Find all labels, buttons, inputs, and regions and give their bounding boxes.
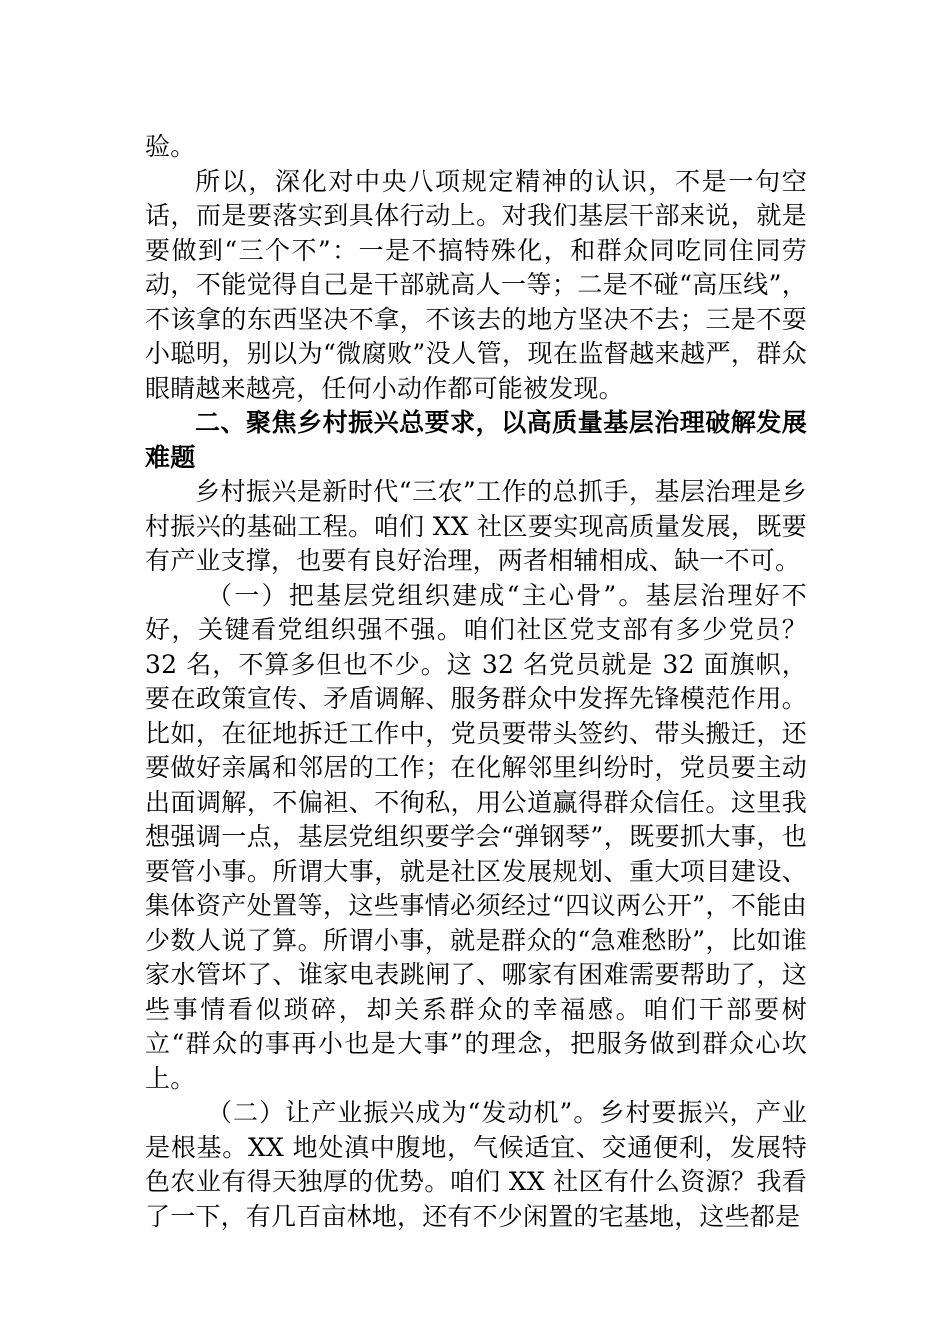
paragraph-industry-revitalization: （二）让产业振兴成为“发动机”。乡村要振兴，产业是根基。XX 地处滇中腹地，气候适宜、交通便利，发展特色农业有得天独厚的优势。咱们 XX 社区有什么资源？我看了一下，有几百亩林地，还有不少闲置的宅基地，这些都是 (145, 1098, 807, 1231)
paragraph-continuation: 验。 (145, 132, 196, 161)
paragraph-eight-rules: 所以，深化对中央八项规定精神的认识，不是一句空话，而是要落实到具体行动上。对我们基层干部来说，就是要做到“三个不”：一是不搞特殊化，和群众同吃同住同劳动，不能觉得自己是干部就高人一等；二是不碰“高压线”，不该拿的东西坚决不拿，不该去的地方坚决不去；三是不耍小聪明，别以为“微腐败”没人管，现在监督越来越严，群众眼睛越来越亮，任何小动作都可能被发现。 (145, 166, 807, 403)
document-body (145, 130, 807, 1234)
paragraph-party-organization: （一）把基层党组织建成“主心骨”。基层治理好不好，关键看党组织强不强。咱们社区党支部有多少党员？32 名，不算多但也不少。这 32 名党员就是 32 面旗帜，要在政策宣传、矛盾调解、服务群众中发挥先锋模范作用。比如，在征地拆迁工作中，党员要带头签约、带头搬迁，还要做好亲属和邻居的工作；在化解邻里纠纷时，党员要主动出面调解，不偏袒、不徇私，用公道赢得群众信任。这里我想强调一点，基层党组织要学会“弹钢琴”，既要抓大事，也要管小事。所谓大事，就是社区发展规划、重大项目建设、集体资产处置等，这些事情必须经过“四议两公开”，不能由少数人说了算。所谓小事，就是群众的“急难愁盼”，比如谁家水管坏了、谁家电表跳闸了、哪家有困难需要帮助了，这些事情看似琐碎，却关系群众的幸福感。咱们干部要树立“群众的事再小也是大事”的理念，把服务做到群众心坎上。 (145, 580, 807, 1093)
paragraph-rural-revitalization: 乡村振兴是新时代“三农”工作的总抓手，基层治理是乡村振兴的基础工程。咱们 XX 社区要实现高质量发展，既要有产业支撑，也要有良好治理，两者相辅相成、缺一不可。 (145, 477, 807, 575)
section-heading-two: 二、聚焦乡村振兴总要求，以高质量基层治理破解发展难题 (145, 408, 807, 472)
